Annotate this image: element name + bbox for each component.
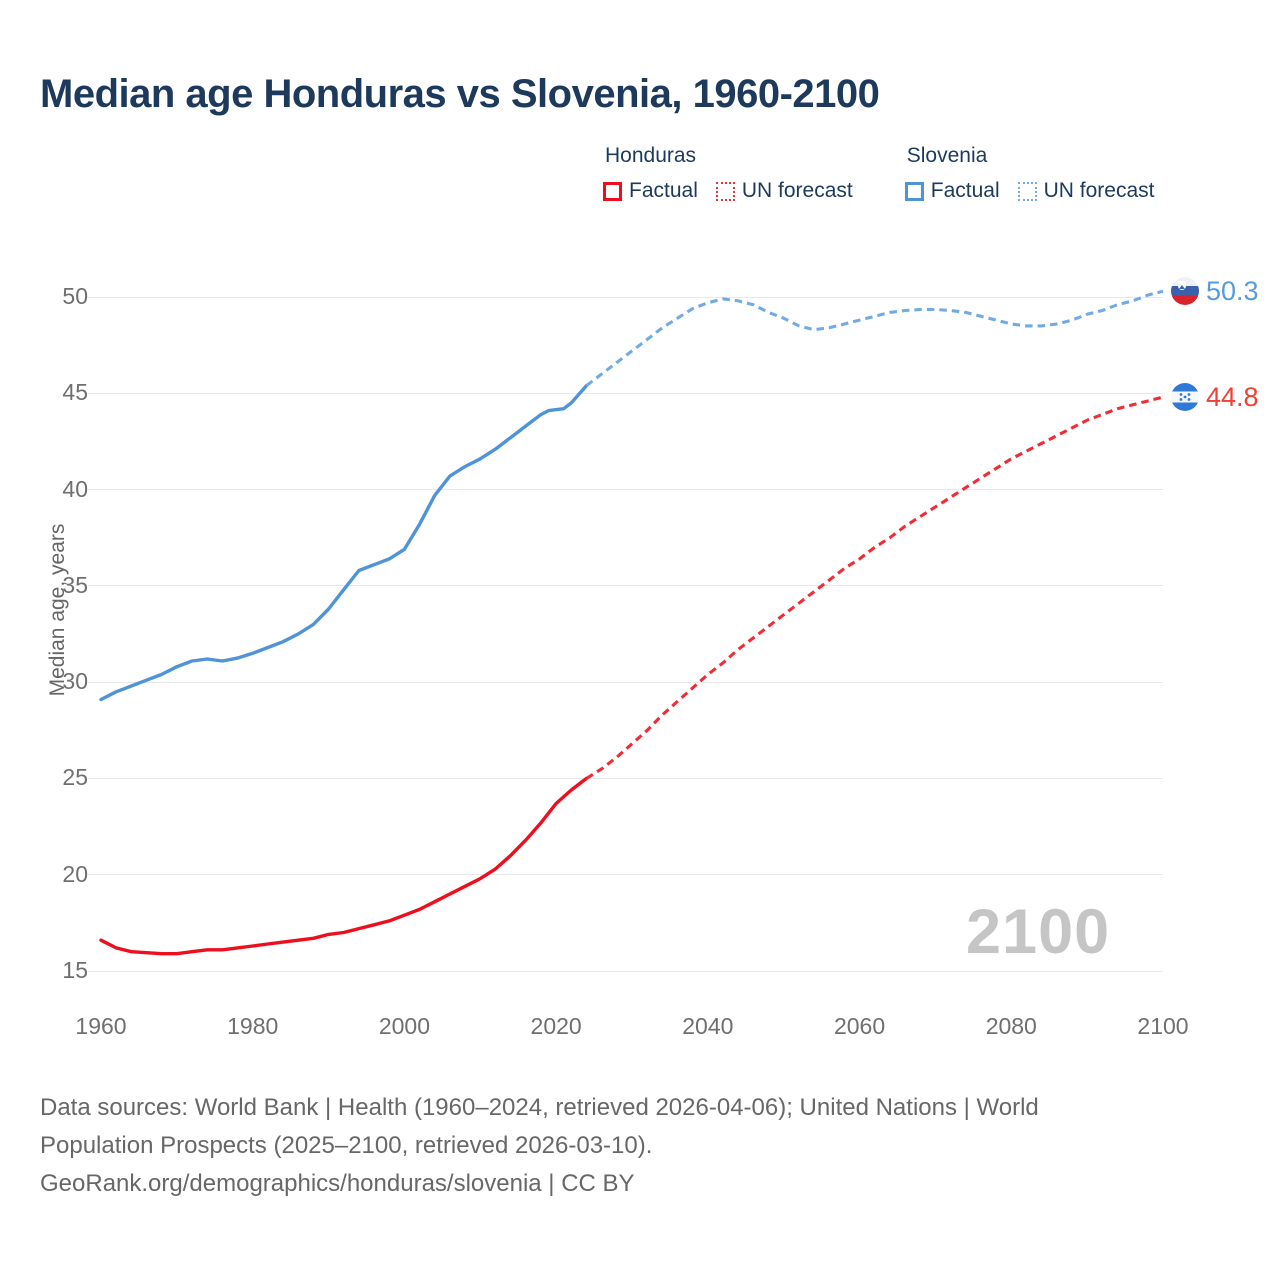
y-tick-label: 40 — [62, 475, 88, 502]
legend-item-label: UN forecast — [741, 179, 853, 202]
x-tick-label: 2060 — [833, 1013, 886, 1039]
y-tick-label: 50 — [62, 283, 88, 309]
x-tick-label: 2000 — [378, 1013, 430, 1039]
legend-item-label: UN forecast — [1043, 179, 1155, 202]
x-tick-label: 2080 — [985, 1013, 1037, 1039]
slovenia-coat-of-arms-icon — [1178, 281, 1186, 290]
y-axis-title: Median age, years — [46, 523, 69, 697]
slovenia-forecast-line — [587, 291, 1164, 385]
honduras-factual-line — [101, 778, 587, 953]
legend-item-label: Factual — [930, 179, 1000, 202]
y-tick-label: 35 — [62, 571, 88, 598]
honduras-forecast-line — [587, 397, 1164, 778]
x-tick-label: 2100 — [1137, 1013, 1189, 1039]
honduras-flag-icon — [1171, 383, 1199, 411]
slovenia-end-value-label: 50.3 — [1206, 276, 1259, 307]
honduras-end-value-label: 44.8 — [1206, 382, 1259, 413]
x-tick-label: 2040 — [682, 1013, 734, 1039]
y-tick-label: 30 — [62, 668, 88, 695]
legend-group-title: Slovenia — [906, 144, 988, 167]
honduras-stars-icon — [1171, 383, 1199, 411]
x-tick-label: 2020 — [530, 1013, 582, 1039]
footer — [40, 1089, 1170, 1203]
chart-title: Median age Honduras vs Slovenia, 1960-2100 — [40, 72, 880, 116]
legend-item-label: Factual — [629, 179, 698, 202]
data-sources-line-1: Data sources: World Bank | Health (1960–2024, retrieved 2026-04-06); United Nations | World — [40, 1094, 1039, 1121]
attribution-link[interactable]: GeoRank.org/demographics/honduras/slovenia | CC BY — [40, 1170, 635, 1197]
data-sources-line-2: Population Prospects (2025–2100, retrieved 2026-03-10). — [40, 1132, 653, 1159]
watermark-year: 2100 — [966, 897, 1111, 967]
x-tick-label: 1960 — [75, 1013, 127, 1039]
y-tick-label: 20 — [62, 860, 88, 887]
slovenia-factual-line — [101, 386, 587, 700]
y-tick-label: 45 — [62, 379, 88, 406]
y-tick-label: 15 — [62, 957, 88, 983]
x-tick-label: 1980 — [227, 1013, 279, 1039]
legend-group-title: Honduras — [605, 144, 697, 167]
y-tick-label: 25 — [62, 764, 88, 791]
